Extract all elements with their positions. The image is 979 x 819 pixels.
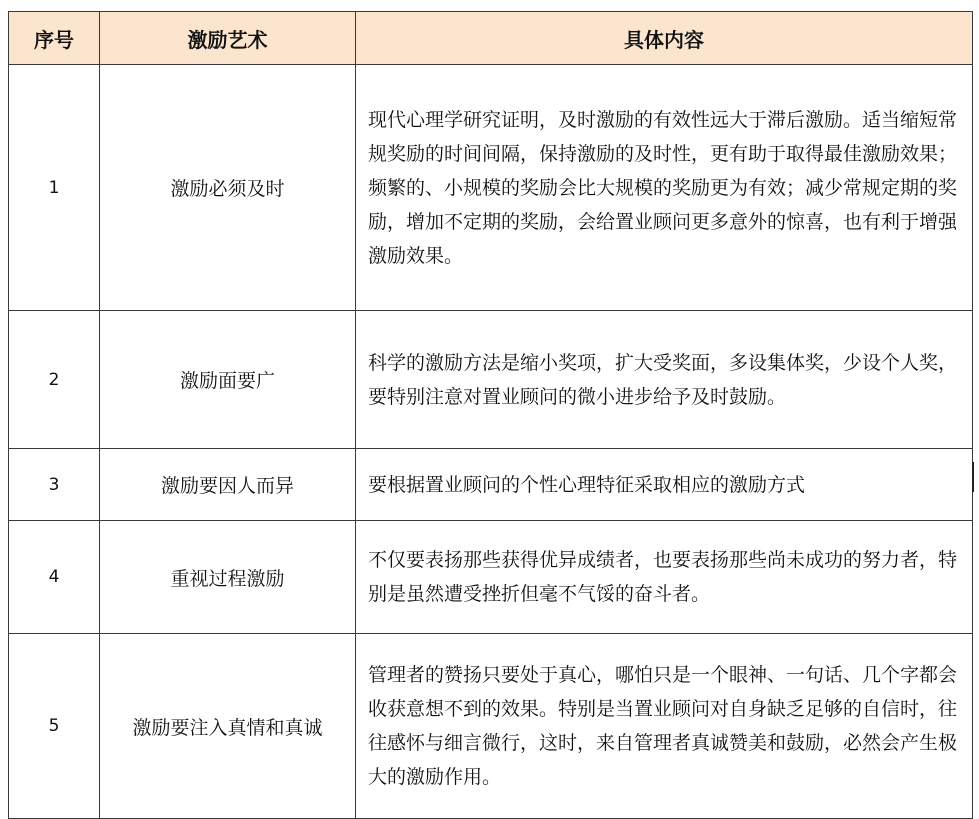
table-row	[9, 521, 973, 634]
row-num: 1	[9, 65, 100, 311]
row-art: 激励要注入真情和真诚	[100, 634, 356, 819]
incentive-table	[8, 11, 973, 819]
text-cursor	[972, 462, 974, 492]
table-row	[9, 65, 973, 311]
row-content: 现代心理学研究证明，及时激励的有效性远大于滞后激励。适当缩短常规奖励的时间间隔，保持激励的及时性，更有助于取得最佳激励效果；频繁的、小规模的奖励会比大规模的奖励更为有效；减少常规定期的奖励，增加不定期的奖励，会给置业顾问更多意外的惊喜，也有利于增强激励效果。	[356, 65, 973, 311]
header-row	[9, 12, 973, 65]
row-art: 重视过程激励	[100, 521, 356, 634]
header-art: 激励艺术	[100, 12, 356, 65]
row-content: 管理者的赞扬只要处于真心，哪怕只是一个眼神、一句话、几个字都会收获意想不到的效果。特别是当置业顾问对自身缺乏足够的自信时，往往感怀与细言微行，这时，来自管理者真诚赞美和鼓励，必然会产生极大的激励作用。	[356, 634, 973, 819]
header-num: 序号	[9, 12, 100, 65]
row-art: 激励面要广	[100, 311, 356, 449]
header-content: 具体内容	[356, 12, 973, 65]
row-num: 2	[9, 311, 100, 449]
table-row	[9, 449, 973, 521]
row-content: 不仅要表扬那些获得优异成绩者，也要表扬那些尚未成功的努力者，特别是虽然遭受挫折但毫不气馁的奋斗者。	[356, 521, 973, 634]
table-row	[9, 311, 973, 449]
row-num: 4	[9, 521, 100, 634]
row-art: 激励必须及时	[100, 65, 356, 311]
row-content: 要根据置业顾问的个性心理特征采取相应的激励方式	[356, 449, 973, 521]
row-art: 激励要因人而异	[100, 449, 356, 521]
row-content: 科学的激励方法是缩小奖项，扩大受奖面，多设集体奖，少设个人奖，要特别注意对置业顾问的微小进步给予及时鼓励。	[356, 311, 973, 449]
row-num: 5	[9, 634, 100, 819]
row-num: 3	[9, 449, 100, 521]
table-row	[9, 634, 973, 819]
